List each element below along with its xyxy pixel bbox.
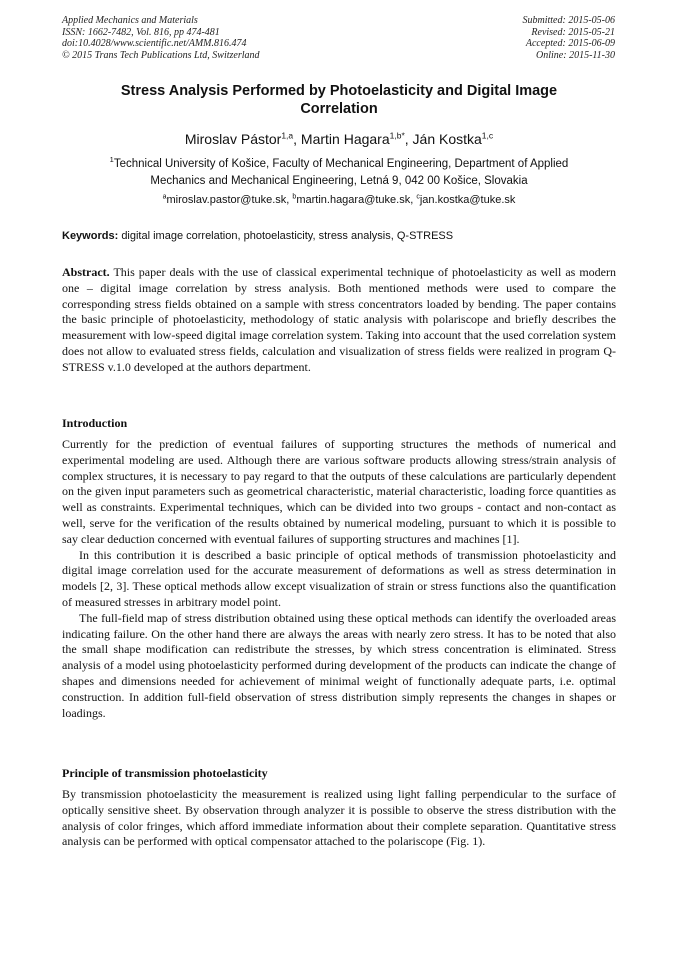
author-affiliation-mark: 1,b* bbox=[389, 130, 405, 141]
principle-heading: Principle of transmission photoelasticity bbox=[62, 766, 268, 780]
paper-title bbox=[62, 82, 616, 118]
paragraph: In this contribution it is described a basic principle of optical methods of transmission photoelasticity and digital image correlation used for the accurate measurement of deformations as well as stress determination in models [2, 3]. These optical methods allow except visualization of strain or stress functions also the quantification of measured stresses in arbitrary model point. bbox=[62, 547, 616, 609]
affiliation-line-1: $^1$Technical University of Košice, Faculty of Mechanical Engineering, Department of Applied bbox=[109, 155, 569, 170]
journal-doi: doi:10.4028/www.scientific.net/AMM.816.474 bbox=[62, 38, 247, 49]
date-accepted: Accepted: 2015-06-09 bbox=[525, 38, 615, 49]
date-online: Online: 2015-11-30 bbox=[536, 49, 615, 61]
publication-dates bbox=[523, 15, 616, 61]
abstract-label: Abstract. bbox=[62, 265, 110, 279]
keywords-text: digital image correlation, photoelasticity, stress analysis, Q-STRESS bbox=[121, 230, 454, 242]
author-list: Miroslav Pástor$^{1,a}$, Martin Hagara$^{1,b*}$, Ján Kostka$^{1,c}$ bbox=[184, 130, 494, 147]
journal-name: Applied Mechanics and Materials bbox=[62, 15, 198, 26]
abstract-text: This paper deals with the use of classical experimental technique of photoelasticity as well as modern one – digital image correlation by stress analysis. Both mentioned methods were used to compare the corresponding stress fields obtained on a sample with stress concentrators loaded by bending. The paper contains the basic principle of photoelasticity, methodology of static analysis with polariscope and briefly describes the measurement with low-speed digital image correlation system. Taking into account that the used correlation system does not allow to evaluated stress fields, calculation and visualization of stress fields were realized in program Q-STRESS v.1.0 developed at the authors department. bbox=[62, 265, 616, 374]
principle-body bbox=[62, 787, 616, 850]
keywords-label: Keywords: bbox=[62, 230, 119, 242]
title-line-1: Stress Analysis Performed by Photoelasticity and Digital Image bbox=[120, 83, 558, 99]
email-mark: b bbox=[292, 193, 297, 201]
journal-issn: ISSN: 1662-7482, Vol. 816, pp 474-481 bbox=[62, 26, 220, 38]
paragraph: By transmission photoelasticity the measurement is realized using light falling perpendicular to the surface of optically sensitive sheet. By observation through analyzer it is possible to observe the stress distribution with the analysis of color fringes, which afford immediate information about their complete separation. Quantitative stress analysis can be performed with optical compensator attached to the polariscope (Fig. 1). bbox=[62, 787, 616, 849]
affiliation-mark: 1 bbox=[109, 155, 114, 165]
journal-info bbox=[62, 15, 260, 61]
date-revised: Revised: 2015-05-21 bbox=[531, 26, 615, 38]
introduction-heading: Introduction bbox=[62, 416, 128, 430]
email-address[interactable]: jan.kostka@tuke.sk bbox=[419, 194, 516, 206]
affiliation bbox=[62, 156, 616, 190]
journal-copyright: © 2015 Trans Tech Publications Ltd, Switzerland bbox=[62, 49, 260, 61]
introduction-body bbox=[62, 437, 616, 721]
email-mark: a bbox=[162, 193, 167, 201]
date-submitted: Submitted: 2015-05-06 bbox=[522, 15, 615, 26]
paragraph: The full-field map of stress distribution obtained using these optical methods can identify the overloaded areas indicating failure. On the other hand there are always the areas with nearly zero stress. It has to be noted that also the small shape modification can redistribute the stresses, by which stress concentration is eliminated. Stress analysis of a model using photoelasticity performed during development of the products can indicate the change of shapes and dimensions needed for achievement of minimal weight of functionally adequate parts, i.e. optimal construction. In addition full-field observation of stress distribution simply represents the changes in shapes or loadings. bbox=[62, 610, 616, 720]
email-mark: c bbox=[416, 193, 420, 201]
abstract bbox=[62, 265, 616, 376]
author-name: Martin Hagara bbox=[300, 131, 390, 147]
paragraph: Currently for the prediction of eventual failures of supporting structures the methods of numerical and experimental modeling are used. Although there are various software products allowing stress/strain analysis of complex structures, it is necessary to pay regard to that the outputs of these calculations are particularly dependent on the given input parameters such as geometrical characteristic, material characteristic, loading force quantities as well as constraints. Experimental techniques, which can be divided into two groups - contact and non-contact as well, serve for the verification of the results obtained by numerical modeling, pursuant to which it is possible to say clear deduction concerned with eventual failures of supporting structures and machines [1]. bbox=[62, 437, 616, 546]
author-affiliation-mark: 1,c bbox=[481, 130, 494, 141]
keywords bbox=[62, 229, 616, 243]
email-address[interactable]: martin.hagara@tuke.sk bbox=[296, 194, 411, 206]
title-line-2: Correlation bbox=[300, 101, 378, 117]
email-list: $^a$miroslav.pastor@tuke.sk, $^b$martin.hagara@tuke.sk, $^c$jan.kostka@tuke.sk bbox=[162, 193, 516, 206]
email-address[interactable]: miroslav.pastor@tuke.sk bbox=[166, 194, 287, 206]
author-name: Miroslav Pástor bbox=[184, 131, 282, 147]
author-name: Ján Kostka bbox=[412, 131, 482, 147]
affiliation-line-2: Mechanics and Mechanical Engineering, Letná 9, 042 00 Košice, Slovakia bbox=[150, 175, 528, 187]
author-affiliation-mark: 1,a bbox=[281, 130, 294, 141]
